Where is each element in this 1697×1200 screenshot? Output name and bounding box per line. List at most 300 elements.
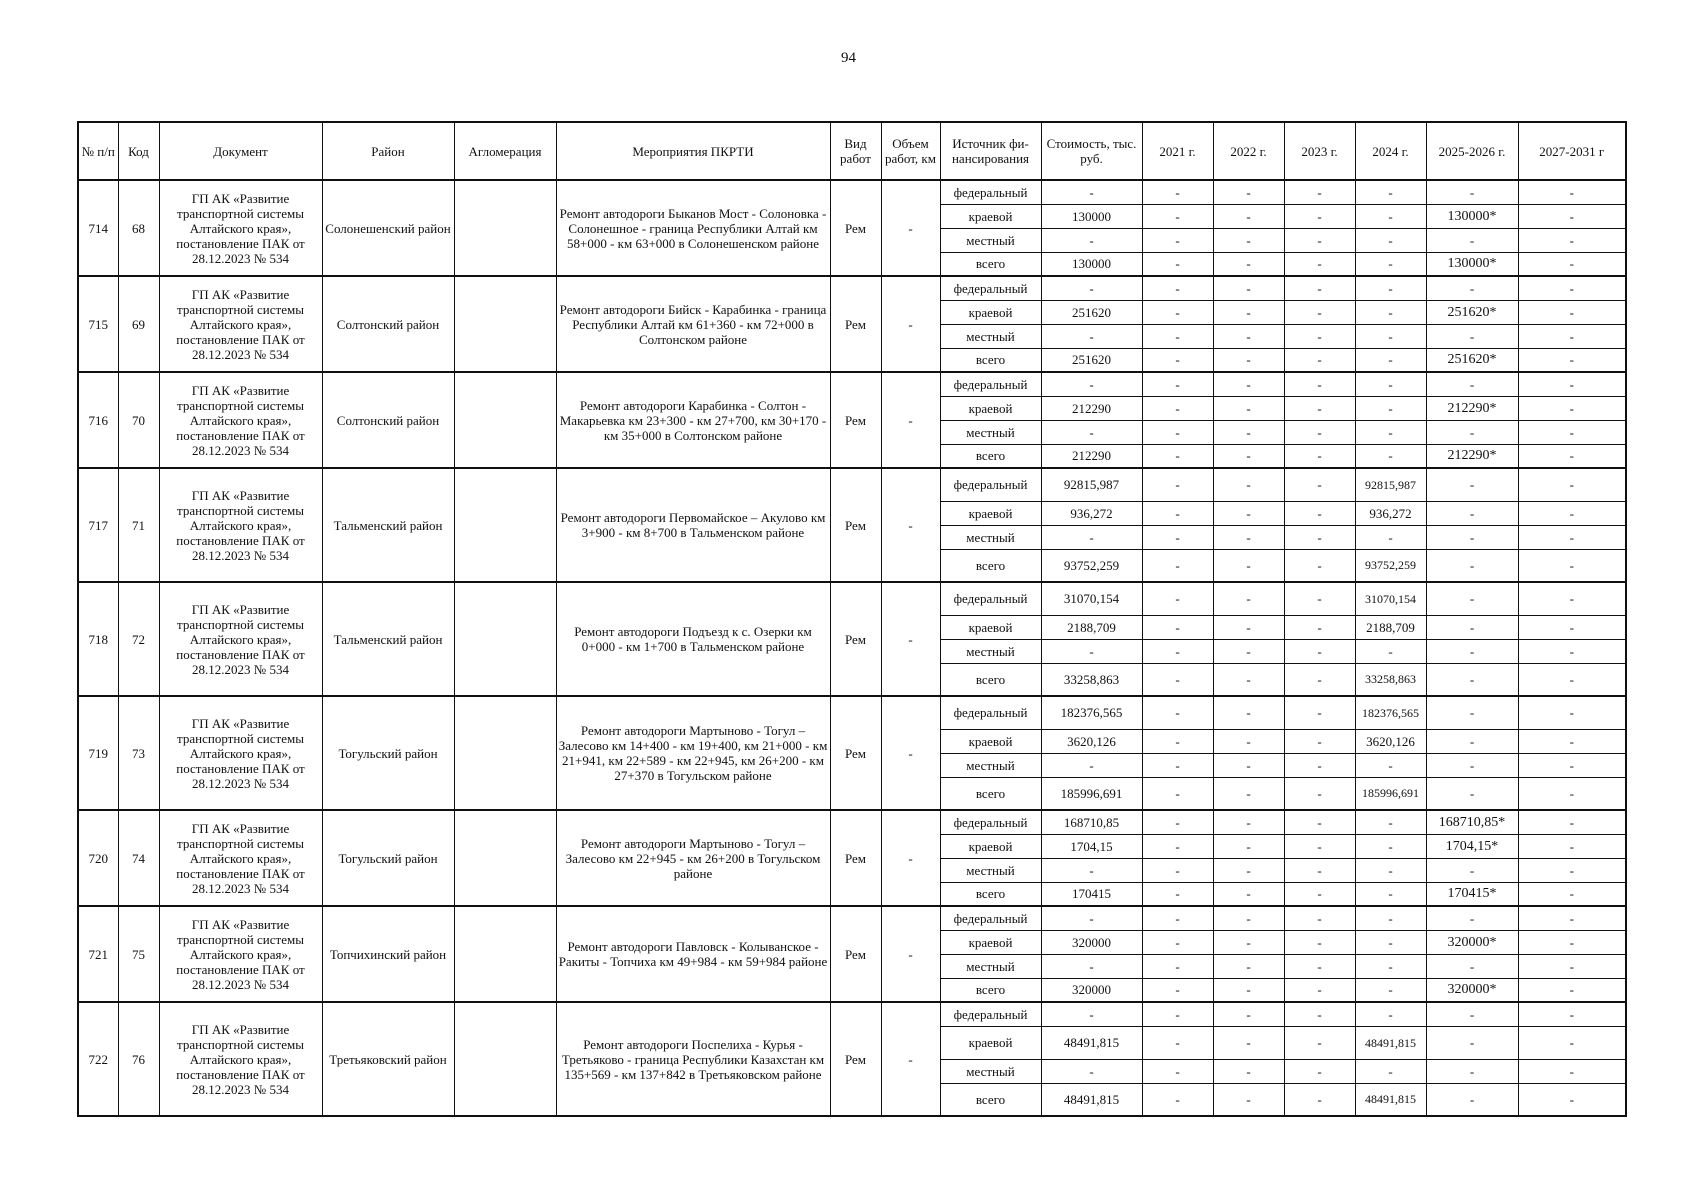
cost-cell: 170415 <box>1041 882 1142 906</box>
agglomeration-cell <box>454 468 556 582</box>
volume-cell: - <box>881 180 940 276</box>
year-2025-2026-cell: - <box>1426 468 1518 501</box>
header-2025-2026: 2025-2026 г. <box>1426 122 1518 180</box>
header-code: Код <box>118 122 159 180</box>
year-2021-cell: - <box>1142 858 1213 882</box>
page-number: 94 <box>841 50 856 66</box>
year-2023-cell: - <box>1284 372 1355 396</box>
year-2027-2031-cell: - <box>1518 810 1626 834</box>
year-2025-2026-cell: - <box>1426 858 1518 882</box>
year-2022-cell: - <box>1213 396 1284 420</box>
cost-cell: 212290 <box>1041 396 1142 420</box>
year-2022-cell: - <box>1213 252 1284 276</box>
year-2023-cell: - <box>1284 252 1355 276</box>
funding-source-cell: краевой <box>940 930 1041 954</box>
row-number-cell: 714 <box>78 180 118 276</box>
year-2024-cell: - <box>1355 525 1426 549</box>
table-row <box>78 1002 1626 1026</box>
table-row <box>78 582 1626 615</box>
year-2023-cell: - <box>1284 549 1355 582</box>
document-cell: ГП АК «Развитие транспортной системы Алтайского края», постановление ПАК от 28.12.2023 № 534 <box>159 180 322 276</box>
year-2027-2031-cell: - <box>1518 468 1626 501</box>
year-2023-cell: - <box>1284 228 1355 252</box>
work-type-cell: Рем <box>830 810 881 906</box>
funding-source-cell: краевой <box>940 1026 1041 1059</box>
cost-cell: - <box>1041 753 1142 777</box>
year-2025-2026-cell: - <box>1426 1059 1518 1083</box>
funding-source-cell: федеральный <box>940 1002 1041 1026</box>
year-2021-cell: - <box>1142 696 1213 729</box>
year-2022-cell: - <box>1213 615 1284 639</box>
funding-source-cell: местный <box>940 753 1041 777</box>
cost-cell: - <box>1041 228 1142 252</box>
year-2023-cell: - <box>1284 204 1355 228</box>
year-2021-cell: - <box>1142 810 1213 834</box>
year-2023-cell: - <box>1284 396 1355 420</box>
year-2027-2031-cell: - <box>1518 978 1626 1002</box>
year-2025-2026-cell: - <box>1426 639 1518 663</box>
year-2027-2031-cell: - <box>1518 696 1626 729</box>
year-2024-cell: - <box>1355 372 1426 396</box>
year-2022-cell: - <box>1213 276 1284 300</box>
cost-cell: 130000 <box>1041 204 1142 228</box>
agglomeration-cell <box>454 906 556 1002</box>
year-2027-2031-cell: - <box>1518 930 1626 954</box>
year-2025-2026-cell: 170415* <box>1426 882 1518 906</box>
header-work-type: Вид работ <box>830 122 881 180</box>
year-2021-cell: - <box>1142 834 1213 858</box>
year-2024-cell: 2188,709 <box>1355 615 1426 639</box>
year-2021-cell: - <box>1142 276 1213 300</box>
funding-source-cell: всего <box>940 978 1041 1002</box>
year-2021-cell: - <box>1142 420 1213 444</box>
cost-cell: - <box>1041 180 1142 204</box>
year-2025-2026-cell: - <box>1426 582 1518 615</box>
volume-cell: - <box>881 276 940 372</box>
cost-cell: 48491,815 <box>1041 1083 1142 1116</box>
year-2027-2031-cell: - <box>1518 252 1626 276</box>
cost-cell: - <box>1041 372 1142 396</box>
year-2025-2026-cell: - <box>1426 549 1518 582</box>
year-2024-cell: 31070,154 <box>1355 582 1426 615</box>
year-2021-cell: - <box>1142 582 1213 615</box>
year-2022-cell: - <box>1213 501 1284 525</box>
year-2024-cell: - <box>1355 180 1426 204</box>
table-row <box>78 906 1626 930</box>
year-2021-cell: - <box>1142 252 1213 276</box>
year-2024-cell: 93752,259 <box>1355 549 1426 582</box>
year-2025-2026-cell: - <box>1426 501 1518 525</box>
row-number-cell: 716 <box>78 372 118 468</box>
year-2021-cell: - <box>1142 300 1213 324</box>
year-2024-cell: 48491,815 <box>1355 1083 1426 1116</box>
year-2022-cell: - <box>1213 1026 1284 1059</box>
year-2023-cell: - <box>1284 954 1355 978</box>
funding-source-cell: местный <box>940 420 1041 444</box>
district-cell: Тогульский район <box>322 810 454 906</box>
year-2023-cell: - <box>1284 276 1355 300</box>
year-2025-2026-cell: - <box>1426 906 1518 930</box>
year-2022-cell: - <box>1213 228 1284 252</box>
year-2025-2026-cell: - <box>1426 696 1518 729</box>
year-2021-cell: - <box>1142 663 1213 696</box>
work-type-cell: Рем <box>830 468 881 582</box>
year-2023-cell: - <box>1284 501 1355 525</box>
year-2027-2031-cell: - <box>1518 753 1626 777</box>
volume-cell: - <box>881 696 940 810</box>
year-2024-cell: - <box>1355 396 1426 420</box>
agglomeration-cell <box>454 180 556 276</box>
agglomeration-cell <box>454 696 556 810</box>
year-2022-cell: - <box>1213 204 1284 228</box>
header-volume: Объем работ, км <box>881 122 940 180</box>
year-2021-cell: - <box>1142 180 1213 204</box>
year-2025-2026-cell: - <box>1426 753 1518 777</box>
document-cell: ГП АК «Развитие транспортной системы Алтайского края», постановление ПАК от 28.12.2023 № 534 <box>159 810 322 906</box>
year-2025-2026-cell: - <box>1426 1026 1518 1059</box>
year-2023-cell: - <box>1284 468 1355 501</box>
code-cell: 70 <box>118 372 159 468</box>
year-2022-cell: - <box>1213 324 1284 348</box>
funding-source-cell: местный <box>940 858 1041 882</box>
row-number-cell: 719 <box>78 696 118 810</box>
district-cell: Тальменский район <box>322 468 454 582</box>
row-number-cell: 722 <box>78 1002 118 1116</box>
year-2023-cell: - <box>1284 978 1355 1002</box>
cost-cell: 251620 <box>1041 300 1142 324</box>
cost-cell: 1704,15 <box>1041 834 1142 858</box>
header-row <box>78 122 1626 180</box>
year-2027-2031-cell: - <box>1518 276 1626 300</box>
year-2027-2031-cell: - <box>1518 663 1626 696</box>
row-number-cell: 718 <box>78 582 118 696</box>
cost-cell: - <box>1041 420 1142 444</box>
header-2022: 2022 г. <box>1213 122 1284 180</box>
year-2024-cell: - <box>1355 276 1426 300</box>
event-cell: Ремонт автодороги Бийск - Карабинка - граница Республики Алтай км 61+360 - км 72+000 в Солтонском районе <box>556 276 830 372</box>
year-2021-cell: - <box>1142 882 1213 906</box>
year-2022-cell: - <box>1213 549 1284 582</box>
district-cell: Топчихинский район <box>322 906 454 1002</box>
row-number-cell: 720 <box>78 810 118 906</box>
year-2024-cell: 92815,987 <box>1355 468 1426 501</box>
work-type-cell: Рем <box>830 276 881 372</box>
funding-source-cell: федеральный <box>940 906 1041 930</box>
year-2021-cell: - <box>1142 1026 1213 1059</box>
funding-source-cell: всего <box>940 882 1041 906</box>
year-2025-2026-cell: 212290* <box>1426 444 1518 468</box>
year-2024-cell: - <box>1355 882 1426 906</box>
year-2022-cell: - <box>1213 582 1284 615</box>
table-row <box>78 276 1626 300</box>
year-2021-cell: - <box>1142 1083 1213 1116</box>
agglomeration-cell <box>454 1002 556 1116</box>
event-cell: Ремонт автодороги Павловск - Колыванское - Ракиты - Топчиха км 49+984 - км 59+984 районе <box>556 906 830 1002</box>
year-2023-cell: - <box>1284 753 1355 777</box>
year-2021-cell: - <box>1142 930 1213 954</box>
year-2027-2031-cell: - <box>1518 729 1626 753</box>
year-2021-cell: - <box>1142 549 1213 582</box>
row-number-cell: 717 <box>78 468 118 582</box>
year-2025-2026-cell: - <box>1426 420 1518 444</box>
cost-cell: 251620 <box>1041 348 1142 372</box>
funding-source-cell: федеральный <box>940 372 1041 396</box>
cost-cell: 130000 <box>1041 252 1142 276</box>
year-2023-cell: - <box>1284 882 1355 906</box>
year-2027-2031-cell: - <box>1518 1083 1626 1116</box>
header-cost: Стоимость, тыс. руб. <box>1041 122 1142 180</box>
table-body <box>78 180 1626 1116</box>
event-cell: Ремонт автодороги Мартыново - Тогул – Залесово км 22+945 - км 26+200 в Тогульском районе <box>556 810 830 906</box>
year-2021-cell: - <box>1142 228 1213 252</box>
code-cell: 73 <box>118 696 159 810</box>
year-2025-2026-cell: - <box>1426 525 1518 549</box>
volume-cell: - <box>881 810 940 906</box>
cost-cell: - <box>1041 1059 1142 1083</box>
year-2024-cell: - <box>1355 1059 1426 1083</box>
year-2025-2026-cell: - <box>1426 663 1518 696</box>
district-cell: Солонешенский район <box>322 180 454 276</box>
volume-cell: - <box>881 468 940 582</box>
year-2023-cell: - <box>1284 324 1355 348</box>
year-2024-cell: - <box>1355 930 1426 954</box>
cost-cell: 48491,815 <box>1041 1026 1142 1059</box>
funding-source-cell: всего <box>940 1083 1041 1116</box>
year-2022-cell: - <box>1213 180 1284 204</box>
year-2025-2026-cell: 251620* <box>1426 348 1518 372</box>
cost-cell: - <box>1041 276 1142 300</box>
year-2024-cell: - <box>1355 348 1426 372</box>
year-2025-2026-cell: 251620* <box>1426 300 1518 324</box>
year-2021-cell: - <box>1142 396 1213 420</box>
year-2027-2031-cell: - <box>1518 300 1626 324</box>
funding-source-cell: всего <box>940 663 1041 696</box>
code-cell: 75 <box>118 906 159 1002</box>
year-2023-cell: - <box>1284 582 1355 615</box>
header-event: Мероприятия ПКРТИ <box>556 122 830 180</box>
year-2027-2031-cell: - <box>1518 1059 1626 1083</box>
year-2023-cell: - <box>1284 300 1355 324</box>
funding-source-cell: краевой <box>940 834 1041 858</box>
year-2025-2026-cell: - <box>1426 729 1518 753</box>
cost-cell: 182376,565 <box>1041 696 1142 729</box>
year-2024-cell: - <box>1355 324 1426 348</box>
year-2027-2031-cell: - <box>1518 639 1626 663</box>
year-2023-cell: - <box>1284 1002 1355 1026</box>
year-2025-2026-cell: 212290* <box>1426 396 1518 420</box>
funding-source-cell: всего <box>940 549 1041 582</box>
cost-cell: 92815,987 <box>1041 468 1142 501</box>
year-2022-cell: - <box>1213 348 1284 372</box>
code-cell: 76 <box>118 1002 159 1116</box>
cost-cell: 3620,126 <box>1041 729 1142 753</box>
funding-source-cell: краевой <box>940 615 1041 639</box>
cost-cell: 2188,709 <box>1041 615 1142 639</box>
funding-source-cell: местный <box>940 954 1041 978</box>
year-2024-cell: - <box>1355 978 1426 1002</box>
volume-cell: - <box>881 372 940 468</box>
row-number-cell: 715 <box>78 276 118 372</box>
year-2022-cell: - <box>1213 1002 1284 1026</box>
year-2022-cell: - <box>1213 372 1284 396</box>
agglomeration-cell <box>454 810 556 906</box>
year-2024-cell: - <box>1355 420 1426 444</box>
year-2022-cell: - <box>1213 639 1284 663</box>
year-2025-2026-cell: - <box>1426 954 1518 978</box>
funding-source-cell: федеральный <box>940 276 1041 300</box>
year-2027-2031-cell: - <box>1518 1002 1626 1026</box>
year-2025-2026-cell: 1704,15* <box>1426 834 1518 858</box>
year-2021-cell: - <box>1142 204 1213 228</box>
year-2027-2031-cell: - <box>1518 525 1626 549</box>
year-2024-cell: 182376,565 <box>1355 696 1426 729</box>
year-2023-cell: - <box>1284 639 1355 663</box>
cost-cell: 185996,691 <box>1041 777 1142 810</box>
code-cell: 72 <box>118 582 159 696</box>
work-type-cell: Рем <box>830 180 881 276</box>
year-2024-cell: - <box>1355 639 1426 663</box>
funding-source-cell: краевой <box>940 501 1041 525</box>
year-2021-cell: - <box>1142 639 1213 663</box>
year-2027-2031-cell: - <box>1518 324 1626 348</box>
year-2023-cell: - <box>1284 858 1355 882</box>
year-2024-cell: - <box>1355 954 1426 978</box>
year-2024-cell: - <box>1355 300 1426 324</box>
work-type-cell: Рем <box>830 582 881 696</box>
funding-source-cell: местный <box>940 324 1041 348</box>
year-2025-2026-cell: 130000* <box>1426 204 1518 228</box>
district-cell: Третьяковский район <box>322 1002 454 1116</box>
funding-source-cell: федеральный <box>940 468 1041 501</box>
year-2022-cell: - <box>1213 882 1284 906</box>
document-cell: ГП АК «Развитие транспортной системы Алтайского края», постановление ПАК от 28.12.2023 № 534 <box>159 1002 322 1116</box>
funding-source-cell: местный <box>940 1059 1041 1083</box>
year-2027-2031-cell: - <box>1518 582 1626 615</box>
funding-source-cell: краевой <box>940 300 1041 324</box>
year-2025-2026-cell: - <box>1426 777 1518 810</box>
work-type-cell: Рем <box>830 1002 881 1116</box>
year-2021-cell: - <box>1142 525 1213 549</box>
table-row <box>78 372 1626 396</box>
year-2025-2026-cell: - <box>1426 372 1518 396</box>
agglomeration-cell <box>454 582 556 696</box>
year-2021-cell: - <box>1142 729 1213 753</box>
year-2027-2031-cell: - <box>1518 396 1626 420</box>
year-2022-cell: - <box>1213 810 1284 834</box>
cost-cell: - <box>1041 954 1142 978</box>
year-2025-2026-cell: 130000* <box>1426 252 1518 276</box>
year-2027-2031-cell: - <box>1518 615 1626 639</box>
year-2021-cell: - <box>1142 978 1213 1002</box>
header-agglomeration: Агломерация <box>454 122 556 180</box>
work-type-cell: Рем <box>830 906 881 1002</box>
cost-cell: 31070,154 <box>1041 582 1142 615</box>
year-2023-cell: - <box>1284 663 1355 696</box>
district-cell: Тогульский район <box>322 696 454 810</box>
year-2024-cell: - <box>1355 444 1426 468</box>
document-cell: ГП АК «Развитие транспортной системы Алтайского края», постановление ПАК от 28.12.2023 № 534 <box>159 372 322 468</box>
year-2024-cell: - <box>1355 204 1426 228</box>
year-2022-cell: - <box>1213 468 1284 501</box>
header-source: Источник фи-нансирования <box>940 122 1041 180</box>
event-cell: Ремонт автодороги Карабинка - Солтон - Макарьевка км 23+300 - км 27+700, км 30+170 - км 35+000 в Солтонском районе <box>556 372 830 468</box>
year-2021-cell: - <box>1142 324 1213 348</box>
year-2024-cell: 936,272 <box>1355 501 1426 525</box>
cost-cell: 936,272 <box>1041 501 1142 525</box>
funding-source-cell: всего <box>940 252 1041 276</box>
year-2022-cell: - <box>1213 696 1284 729</box>
year-2023-cell: - <box>1284 696 1355 729</box>
year-2024-cell: - <box>1355 1002 1426 1026</box>
header-2023: 2023 г. <box>1284 122 1355 180</box>
year-2023-cell: - <box>1284 1026 1355 1059</box>
year-2022-cell: - <box>1213 777 1284 810</box>
code-cell: 69 <box>118 276 159 372</box>
year-2025-2026-cell: - <box>1426 276 1518 300</box>
year-2027-2031-cell: - <box>1518 372 1626 396</box>
year-2027-2031-cell: - <box>1518 549 1626 582</box>
funding-source-cell: краевой <box>940 729 1041 753</box>
year-2027-2031-cell: - <box>1518 420 1626 444</box>
year-2023-cell: - <box>1284 930 1355 954</box>
year-2021-cell: - <box>1142 348 1213 372</box>
year-2021-cell: - <box>1142 906 1213 930</box>
year-2027-2031-cell: - <box>1518 882 1626 906</box>
year-2024-cell: 48491,815 <box>1355 1026 1426 1059</box>
header-num: № п/п <box>78 122 118 180</box>
year-2023-cell: - <box>1284 1083 1355 1116</box>
funding-source-cell: всего <box>940 444 1041 468</box>
year-2021-cell: - <box>1142 615 1213 639</box>
year-2024-cell: - <box>1355 834 1426 858</box>
table-row <box>78 810 1626 834</box>
year-2022-cell: - <box>1213 978 1284 1002</box>
document-cell: ГП АК «Развитие транспортной системы Алтайского края», постановление ПАК от 28.12.2023 № 534 <box>159 582 322 696</box>
cost-cell: 320000 <box>1041 978 1142 1002</box>
year-2025-2026-cell: 320000* <box>1426 978 1518 1002</box>
year-2021-cell: - <box>1142 468 1213 501</box>
cost-cell: - <box>1041 906 1142 930</box>
year-2027-2031-cell: - <box>1518 444 1626 468</box>
event-cell: Ремонт автодороги Первомайское – Акулово км 3+900 - км 8+700 в Тальменском районе <box>556 468 830 582</box>
funding-source-cell: краевой <box>940 396 1041 420</box>
financing-table <box>77 121 1627 1117</box>
year-2024-cell: - <box>1355 810 1426 834</box>
year-2025-2026-cell: - <box>1426 228 1518 252</box>
year-2025-2026-cell: - <box>1426 324 1518 348</box>
event-cell: Ремонт автодороги Быканов Мост - Солоновка - Солонешное - граница Республики Алтай км 58+000 - км 63+000 в Солонешенском районе <box>556 180 830 276</box>
year-2022-cell: - <box>1213 930 1284 954</box>
cost-cell: 212290 <box>1041 444 1142 468</box>
year-2023-cell: - <box>1284 180 1355 204</box>
table-row <box>78 468 1626 501</box>
header-2027-2031: 2027-2031 г <box>1518 122 1626 180</box>
year-2024-cell: 3620,126 <box>1355 729 1426 753</box>
volume-cell: - <box>881 906 940 1002</box>
funding-source-cell: всего <box>940 348 1041 372</box>
year-2022-cell: - <box>1213 753 1284 777</box>
year-2022-cell: - <box>1213 834 1284 858</box>
document-cell: ГП АК «Развитие транспортной системы Алтайского края», постановление ПАК от 28.12.2023 № 534 <box>159 468 322 582</box>
header-2024: 2024 г. <box>1355 122 1426 180</box>
funding-source-cell: местный <box>940 228 1041 252</box>
year-2022-cell: - <box>1213 663 1284 696</box>
year-2023-cell: - <box>1284 810 1355 834</box>
code-cell: 68 <box>118 180 159 276</box>
year-2024-cell: - <box>1355 906 1426 930</box>
funding-source-cell: федеральный <box>940 180 1041 204</box>
year-2024-cell: 33258,863 <box>1355 663 1426 696</box>
